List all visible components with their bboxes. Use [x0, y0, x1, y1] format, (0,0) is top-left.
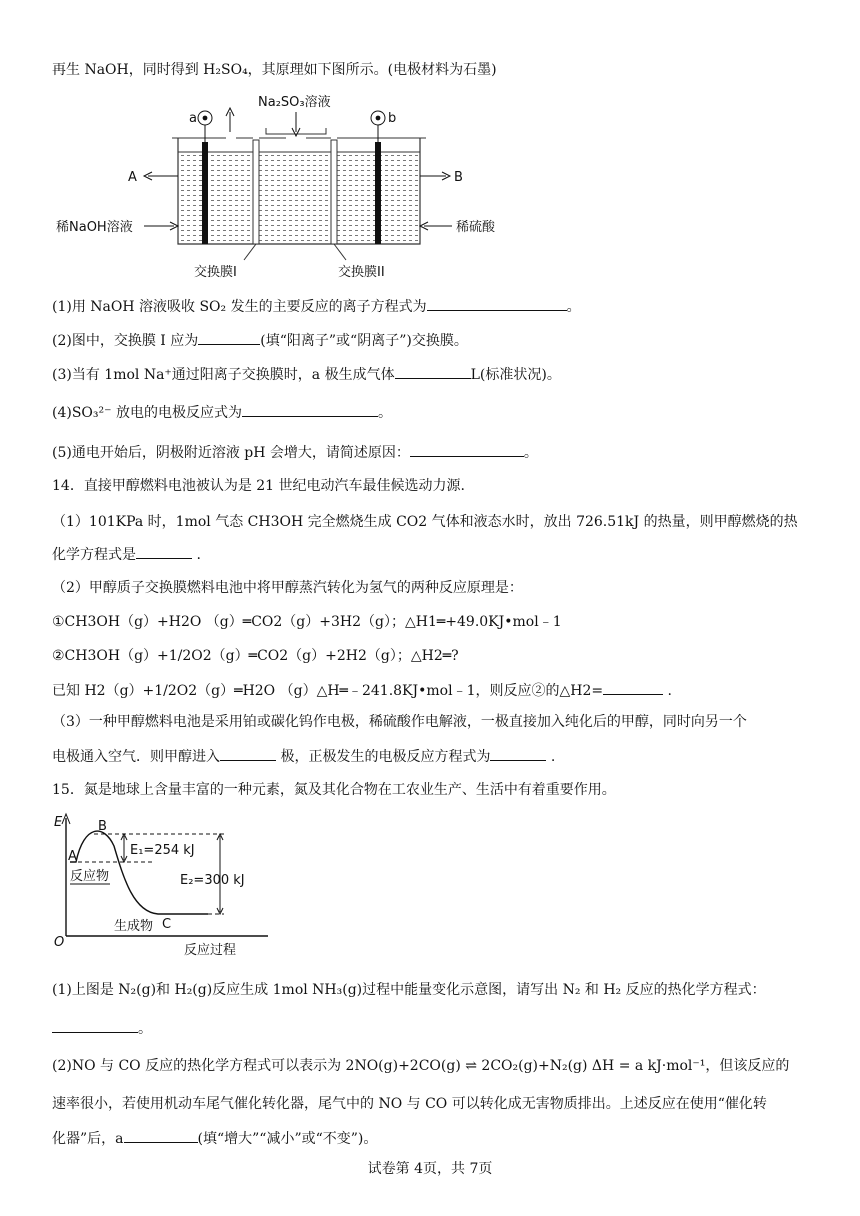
q14-reaction3: 已知 H2（g）+1/2O2（g）═H2O （g）△H═﹣241.8KJ•mol﹣1，则反应②的△H2= .: [52, 680, 672, 701]
answer-blank[interactable]: [410, 442, 524, 457]
label-a: a: [189, 111, 197, 126]
q15-title: 15．氮是地球上含量丰富的一种元素，氮及其化合物在工农业生产、生活中有着重要作用。: [52, 782, 616, 798]
point-B: B: [98, 819, 107, 834]
answer-blank[interactable]: [490, 746, 546, 761]
reactants-label: 反应物: [70, 869, 110, 884]
q15-part2b: 速率很小，若使用机动车尾气催化转化器，尾气中的 NO 与 CO 可以转化成无害物质排出。上述反应在使用“催化转: [52, 1096, 767, 1112]
label-h2so4: 稀硫酸: [456, 220, 496, 235]
answer-blank[interactable]: [427, 296, 567, 311]
products-label: 生成物: [114, 919, 154, 934]
q14-reaction1: ①CH3OH（g）+H2O （g）═CO2（g）+3H2（g）；△H1═+49.0KJ•mol﹣1: [52, 614, 562, 630]
electrode-a: [202, 142, 208, 244]
q13-part5: (5)通电开始后，阴极附近溶液 pH 会增大，请简述原因： 。: [52, 442, 538, 463]
q14-title: 14．直接甲醇燃料电池被认为是 21 世纪电动汽车最佳候选动力源.: [52, 478, 465, 494]
q15-part1b: 。: [52, 1018, 152, 1039]
answer-blank[interactable]: [395, 364, 471, 379]
top-label: Na₂SO₃溶液: [258, 95, 331, 110]
answer-blank[interactable]: [52, 1018, 138, 1033]
answer-blank[interactable]: [220, 746, 276, 761]
e1-label: E₁=254 kJ: [130, 843, 195, 858]
answer-blank[interactable]: [136, 544, 192, 559]
q15-part2c: 化器”后，a (填“增大”“减小”或“不变”)。: [52, 1128, 377, 1149]
q13-part3: (3)当有 1mol Na⁺通过阳离子交换膜时，a 极生成气体 L(标准状况)。: [52, 364, 561, 385]
membrane1-label: 交换膜I: [194, 265, 237, 280]
label-A: A: [128, 170, 137, 185]
page-footer: 试卷第 4页，共 7页: [367, 1161, 493, 1177]
q13-part4: (4)SO₃²⁻ 放电的电极反应式为 。: [52, 402, 392, 423]
origin-label: O: [54, 935, 65, 950]
answer-blank[interactable]: [124, 1128, 198, 1143]
electrode-b: [375, 142, 381, 244]
q14-part2: （2）甲醇质子交换膜燃料电池中将甲醇蒸汽转化为氢气的两种反应原理是：: [52, 580, 523, 596]
answer-blank[interactable]: [242, 402, 378, 417]
label-B: B: [454, 170, 463, 185]
q14-part3a: （3）一种甲醇燃料电池是采用铂或碳化钨作电极，稀硫酸作电解液，一极直接加入纯化后的甲醇，同时向另一个: [52, 714, 747, 730]
q14-part3b: 电极通入空气．则甲醇进入 极，正极发生的电极反应方程式为 .: [52, 746, 555, 767]
x-axis-label: 反应过程: [184, 943, 237, 958]
electrolysis-diagram: [48, 88, 496, 284]
membrane2-label: 交换膜II: [338, 265, 385, 280]
energy-diagram: [48, 810, 288, 960]
q13-part2: (2)图中，交换膜 I 应为 (填“阳离子”或“阴离子”)交换膜。: [52, 330, 468, 351]
answer-blank[interactable]: [603, 680, 663, 695]
q15-part1a: (1)上图是 N₂(g)和 H₂(g)反应生成 1mol NH₃(g)过程中能量变化示意图，请写出 N₂ 和 H₂ 反应的热化学方程式：: [52, 982, 766, 998]
intro-line: 再生 NaOH，同时得到 H₂SO₄，其原理如下图所示。(电极材料为石墨): [52, 62, 497, 78]
e2-label: E₂=300 kJ: [180, 873, 245, 888]
q13-part1: (1)用 NaOH 溶液吸收 SO₂ 发生的主要反应的离子方程式为 。: [52, 296, 581, 317]
q14-part1b: 化学方程式是 .: [52, 544, 201, 565]
label-naoh: 稀NaOH溶液: [56, 220, 133, 235]
label-b: b: [388, 111, 397, 126]
q14-reaction2: ②CH3OH（g）+1/2O2（g）═CO2（g）+2H2（g）；△H2═?: [52, 648, 459, 664]
answer-blank[interactable]: [198, 330, 260, 345]
point-A: A: [68, 849, 77, 864]
y-axis-label: E: [54, 815, 63, 830]
q14-part1a: （1）101KPa 时，1mol 气态 CH3OH 完全燃烧生成 CO2 气体和液态水时，放出 726.51kJ 的热量，则甲醇燃烧的热: [52, 514, 798, 530]
point-C: C: [162, 917, 172, 932]
q15-part2a: (2)NO 与 CO 反应的热化学方程式可以表示为 2NO(g)+2CO(g) ⇌ 2CO₂(g)+N₂(g) ΔH = a kJ·mol⁻¹，但该反应的: [52, 1058, 790, 1074]
